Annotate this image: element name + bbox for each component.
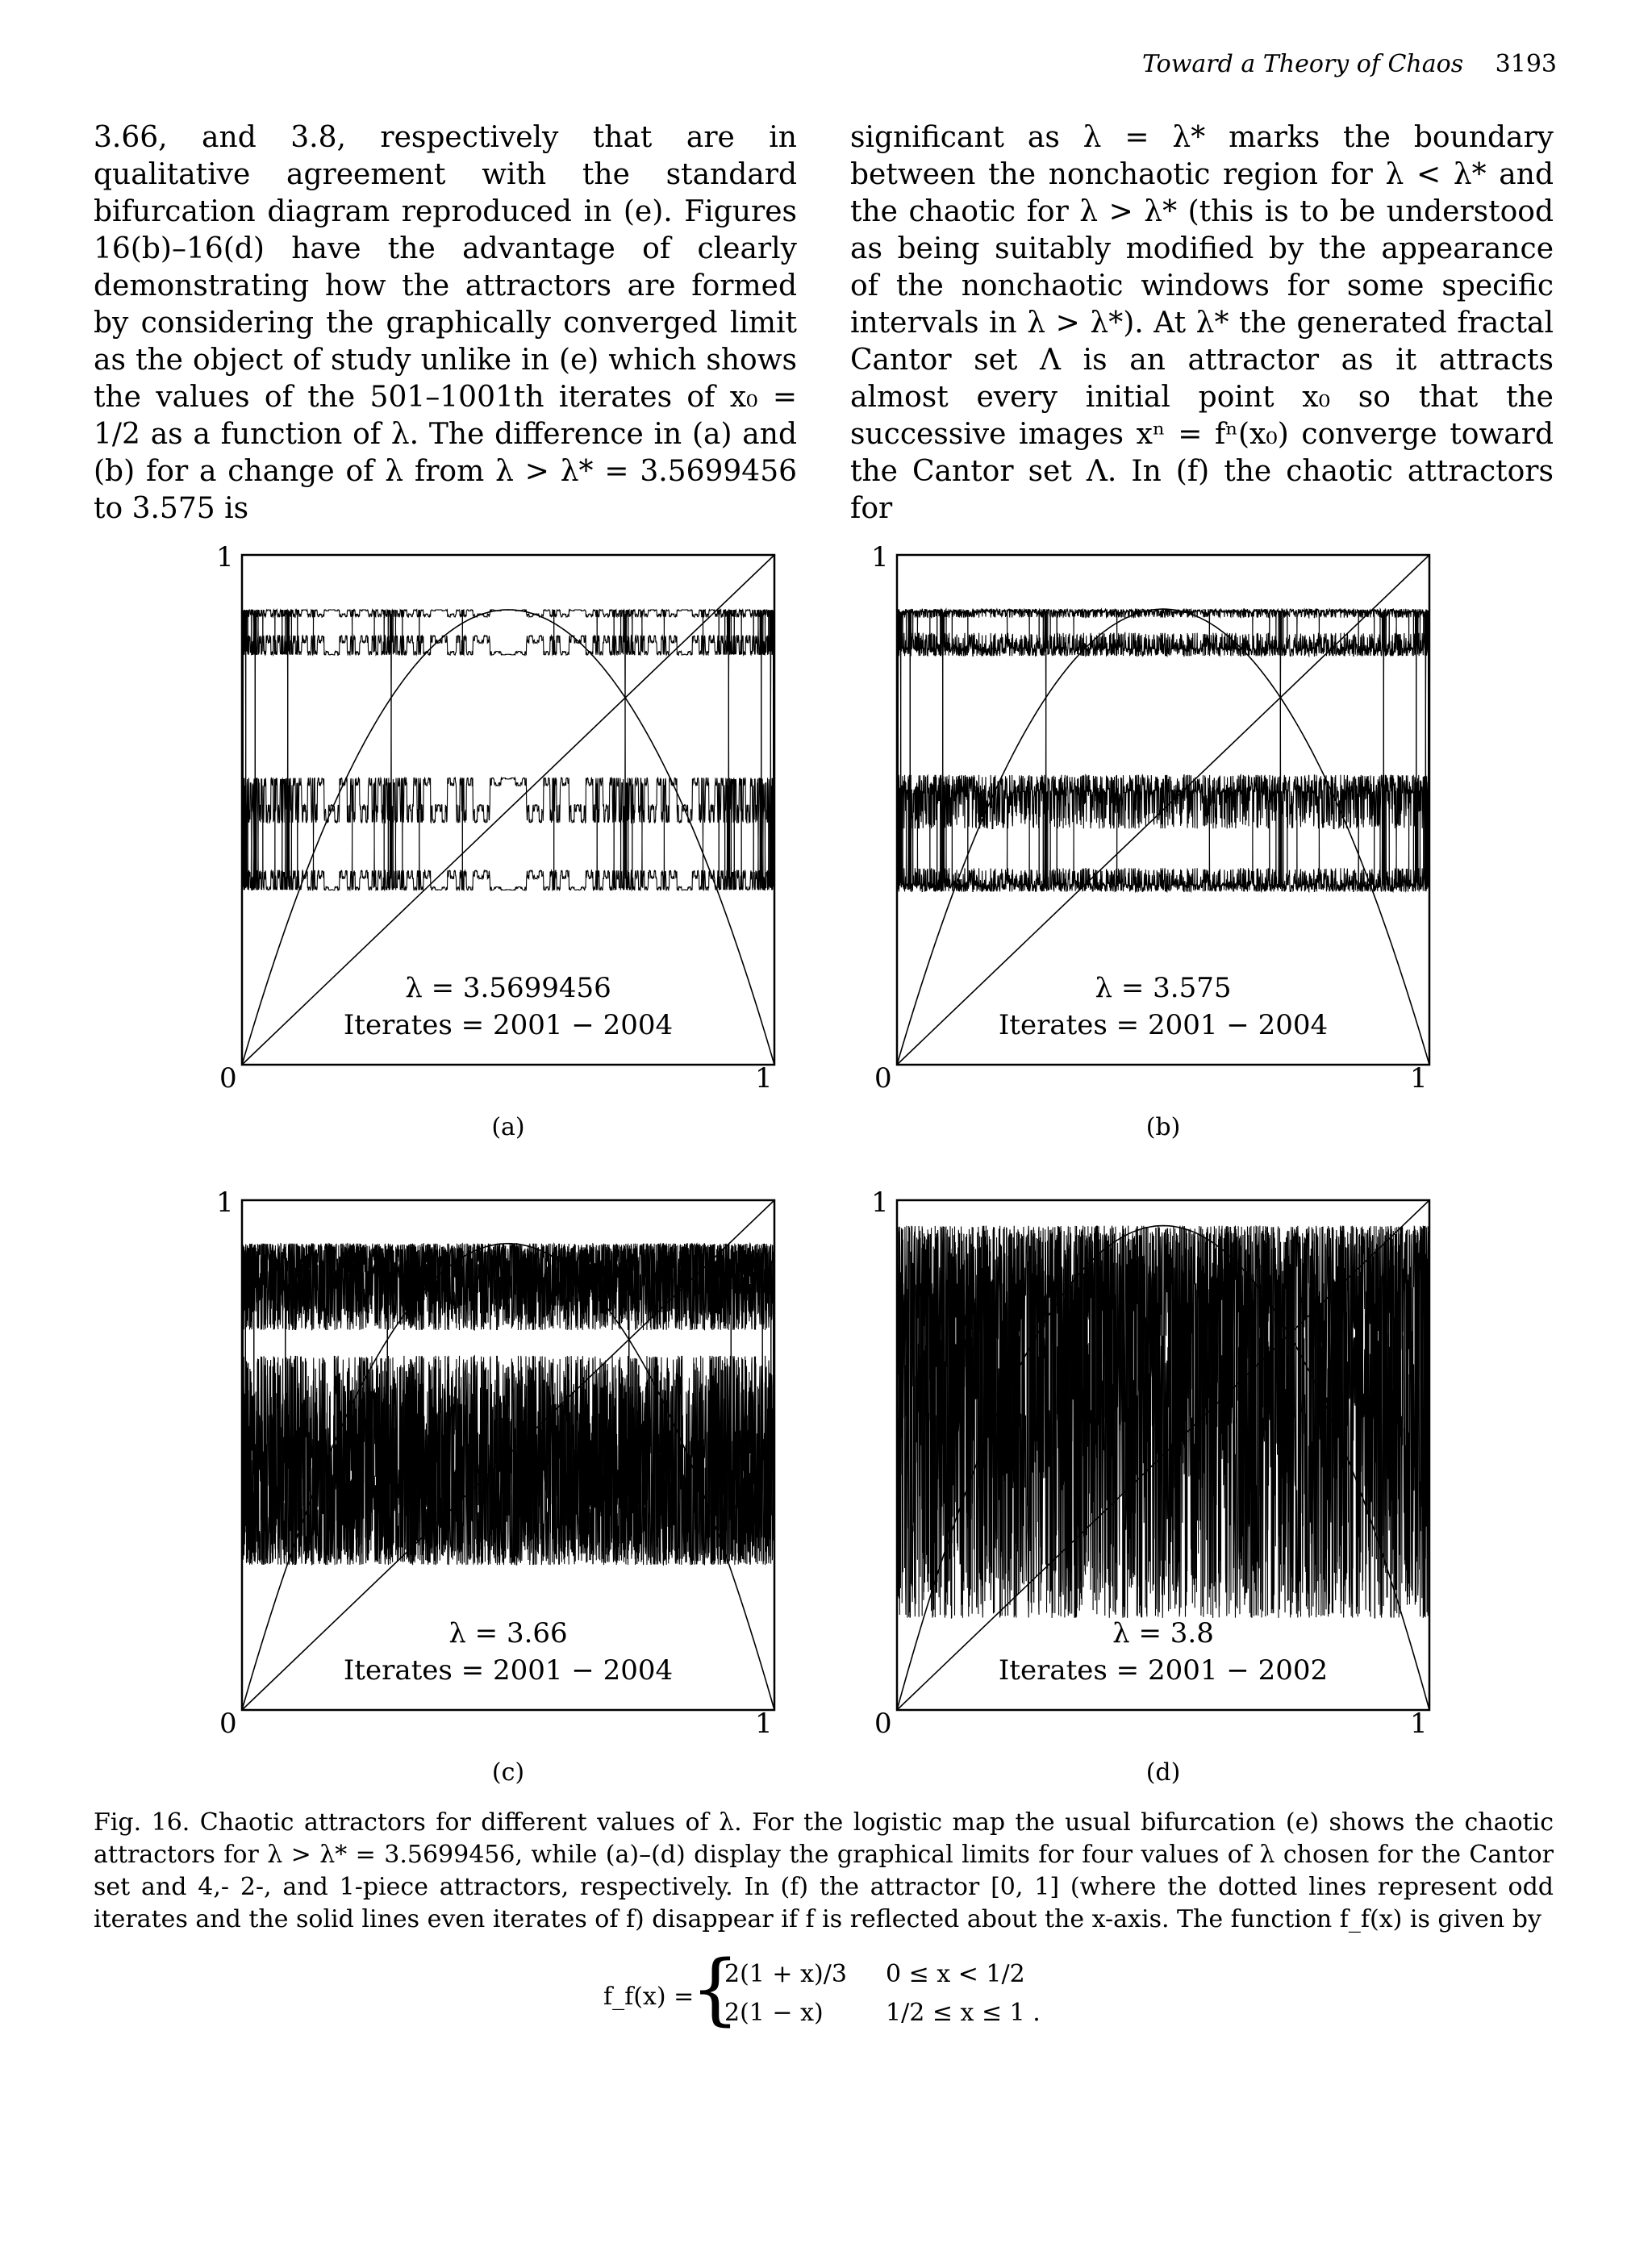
lambda-label-c: λ = 3.66	[448, 1617, 568, 1649]
formula-case2-cond: 1/2 ≤ x ≤ 1 .	[886, 1999, 1041, 2027]
panel-annotation-d	[897, 1615, 1429, 1689]
iterates-label-d: Iterates = 2001 − 2002	[998, 1654, 1329, 1687]
formula-lhs: f_f(x) =	[603, 1983, 695, 2011]
panel-annotation-c	[242, 1615, 774, 1689]
body-column-left	[94, 119, 797, 528]
iterates-label-c: Iterates = 2001 − 2004	[343, 1654, 674, 1687]
x-tick-right-a: 1	[755, 1062, 773, 1095]
x-tick-left-d: 0	[874, 1708, 892, 1740]
y-tick-top-a: 1	[216, 541, 234, 573]
x-tick-right-d: 1	[1410, 1708, 1428, 1740]
y-tick-top-c: 1	[216, 1186, 234, 1219]
y-tick-top-b: 1	[871, 541, 889, 573]
panel-annotation-a	[242, 970, 774, 1044]
lambda-label-a: λ = 3.5699456	[405, 972, 611, 1004]
body-paragraph-left: 3.66, and 3.8, respectively that are in qualitative agreement with the standard bifurcation diagram reproduced in (e). Figures 16(b)–16(d) have the advantage of clearly demonstrating how the attractors are formed by considering the graphically converged limit as the object of study unlike in (e) which shows the values of the 501–1001th iterates of x₀ = 1/2 as a function of λ. The difference in (a) and (b) for a change of λ from λ > λ* = 3.5699456 to 3.575 is	[94, 121, 797, 525]
x-tick-left-a: 0	[219, 1062, 237, 1095]
x-tick-left-c: 0	[219, 1708, 237, 1740]
panel-label-b: (b)	[1145, 1113, 1181, 1141]
iterates-label-b: Iterates = 2001 − 2004	[998, 1009, 1329, 1041]
panel-label-c: (c)	[491, 1758, 525, 1787]
y-tick-top-d: 1	[871, 1186, 889, 1219]
running-head	[1142, 50, 1557, 78]
running-title: Toward a Theory of Chaos	[1141, 50, 1464, 78]
x-tick-right-c: 1	[755, 1708, 773, 1740]
panel-annotation-b	[897, 970, 1429, 1044]
body-paragraph-right: significant as λ = λ* marks the boundary between the nonchaotic region for λ < λ* and the chaotic for λ > λ* (this is to be understood as being suitably modified by the appearance of the nonchaotic windows for some specific intervals in λ > λ*). At λ* the generated fractal Cantor set Λ is an attractor as it attracts almost every initial point x₀ so that the successive images xⁿ = fⁿ(x₀) converge toward the Cantor set Λ. In (f) the chaotic attractors for	[850, 121, 1554, 525]
formula-case2-expr: 2(1 − x)	[724, 1999, 824, 2027]
x-tick-right-b: 1	[1410, 1062, 1428, 1095]
page-number: 3193	[1495, 50, 1557, 78]
formula-case1-expr: 2(1 + x)/3	[724, 1960, 847, 1988]
figure-caption: Fig. 16. Chaotic attractors for different values of λ. For the logistic map the usual bifurcation (e) shows the chaotic attractors for λ > λ* = 3.5699456, while (a)–(d) display the graphical limits for four values of λ chosen for the Cantor set and 4,- 2-, and 1-piece attractors, respectively. In (f) the attractor [0, 1] (where the dotted lines represent odd iterates and the solid lines even iterates of f) disappear if f is reflected about the x-axis. The function f_f(x) is given by	[94, 1808, 1554, 1933]
formula-case1-cond: 0 ≤ x < 1/2	[886, 1960, 1025, 1988]
panel-label-d: (d)	[1145, 1758, 1181, 1787]
lambda-label-d: λ = 3.8	[1112, 1617, 1214, 1649]
x-tick-left-b: 0	[874, 1062, 892, 1095]
formula-brace: {	[690, 1944, 740, 2034]
panel-label-a: (a)	[491, 1113, 525, 1141]
iterates-label-a: Iterates = 2001 − 2004	[343, 1009, 674, 1041]
lambda-label-b: λ = 3.575	[1095, 972, 1232, 1004]
body-column-right	[850, 119, 1554, 528]
